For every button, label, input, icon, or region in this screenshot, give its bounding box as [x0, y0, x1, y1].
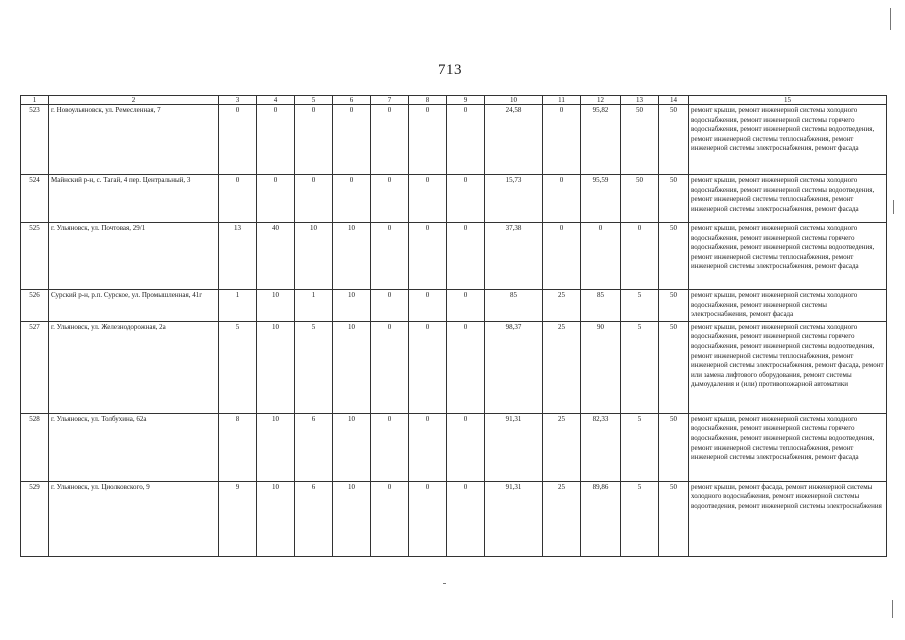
row-address: г. Ульяновск, ул. Железнодорожная, 2а — [49, 321, 219, 413]
column-header: 2 — [49, 96, 219, 105]
row-number: 529 — [21, 481, 49, 556]
column-number-row — [21, 96, 887, 105]
cell-col11: 25 — [543, 290, 581, 322]
row-number: 528 — [21, 413, 49, 481]
repair-register-table — [20, 95, 887, 557]
cell-col7: 0 — [371, 481, 409, 556]
cell-col11: 0 — [543, 105, 581, 175]
cell-col9: 0 — [447, 175, 485, 223]
table-row — [21, 290, 887, 322]
cell-col11: 25 — [543, 321, 581, 413]
column-header: 9 — [447, 96, 485, 105]
row-address: Майнский р-н, с. Тагай, 4 пер. Центральный, 3 — [49, 175, 219, 223]
cell-col12: 85 — [581, 290, 621, 322]
column-header: 1 — [21, 96, 49, 105]
scan-mark — [890, 8, 891, 30]
cell-col3: 1 — [219, 290, 257, 322]
cell-col4: 10 — [257, 290, 295, 322]
cell-col5: 6 — [295, 413, 333, 481]
cell-col8: 0 — [409, 321, 447, 413]
column-header: 10 — [485, 96, 543, 105]
cell-col12: 0 — [581, 223, 621, 290]
cell-col14: 50 — [659, 321, 689, 413]
cell-col5: 5 — [295, 321, 333, 413]
cell-col4: 10 — [257, 321, 295, 413]
cell-col9: 0 — [447, 105, 485, 175]
cell-col5: 10 — [295, 223, 333, 290]
cell-col5: 0 — [295, 175, 333, 223]
cell-col3: 5 — [219, 321, 257, 413]
row-number: 527 — [21, 321, 49, 413]
cell-col13: 5 — [621, 290, 659, 322]
cell-col14: 50 — [659, 105, 689, 175]
cell-col3: 9 — [219, 481, 257, 556]
cell-col4: 10 — [257, 413, 295, 481]
cell-col10: 98,37 — [485, 321, 543, 413]
cell-col14: 50 — [659, 413, 689, 481]
cell-col14: 50 — [659, 223, 689, 290]
cell-col5: 0 — [295, 105, 333, 175]
row-works: ремонт крыши, ремонт инженерной системы холодного водоснабжения, ремонт инженерной системы горячего водоснабжения, ремонт инженерной системы водоотведения, ремонт инженерной системы теплоснабжения, ремонт инженерной системы электроснабжения, ремонт фасада — [689, 223, 887, 290]
row-address: г. Ульяновск, ул. Циолковского, 9 — [49, 481, 219, 556]
cell-col10: 15,73 — [485, 175, 543, 223]
cell-col7: 0 — [371, 290, 409, 322]
cell-col6: 10 — [333, 290, 371, 322]
row-number: 523 — [21, 105, 49, 175]
cell-col13: 50 — [621, 175, 659, 223]
scan-mark — [443, 583, 446, 584]
column-header: 4 — [257, 96, 295, 105]
column-header: 14 — [659, 96, 689, 105]
table-row — [21, 321, 887, 413]
cell-col14: 50 — [659, 290, 689, 322]
column-header: 8 — [409, 96, 447, 105]
cell-col11: 25 — [543, 481, 581, 556]
table-row — [21, 413, 887, 481]
cell-col6: 0 — [333, 175, 371, 223]
cell-col11: 0 — [543, 223, 581, 290]
cell-col6: 10 — [333, 481, 371, 556]
cell-col9: 0 — [447, 413, 485, 481]
cell-col12: 95,82 — [581, 105, 621, 175]
cell-col6: 10 — [333, 321, 371, 413]
cell-col14: 50 — [659, 481, 689, 556]
cell-col14: 50 — [659, 175, 689, 223]
cell-col4: 40 — [257, 223, 295, 290]
cell-col3: 8 — [219, 413, 257, 481]
row-number: 526 — [21, 290, 49, 322]
cell-col7: 0 — [371, 105, 409, 175]
column-header: 7 — [371, 96, 409, 105]
cell-col12: 95,59 — [581, 175, 621, 223]
cell-col13: 5 — [621, 481, 659, 556]
cell-col3: 0 — [219, 175, 257, 223]
cell-col12: 82,33 — [581, 413, 621, 481]
column-header: 6 — [333, 96, 371, 105]
cell-col10: 24,58 — [485, 105, 543, 175]
cell-col6: 10 — [333, 413, 371, 481]
row-number: 525 — [21, 223, 49, 290]
cell-col10: 91,31 — [485, 413, 543, 481]
page-number: 713 — [438, 62, 462, 78]
cell-col11: 25 — [543, 413, 581, 481]
cell-col7: 0 — [371, 175, 409, 223]
row-works: ремонт крыши, ремонт инженерной системы холодного водоснабжения, ремонт инженерной системы горячего водоснабжения, ремонт инженерной системы водоотведения, ремонт инженерной системы теплоснабжения, ремонт инженерной системы электроснабжения, ремонт фасада, ремонт или замена лифтового оборудования, ремонт системы дымоудаления и (или) противопожарной автоматики — [689, 321, 887, 413]
cell-col13: 5 — [621, 321, 659, 413]
row-works: ремонт крыши, ремонт инженерной системы холодного водоснабжения, ремонт инженерной системы горячего водоснабжения, ремонт инженерной системы водоотведения, ремонт инженерной системы теплоснабжения, ремонт инженерной системы электроснабжения, ремонт фасада — [689, 413, 887, 481]
cell-col5: 1 — [295, 290, 333, 322]
cell-col12: 89,86 — [581, 481, 621, 556]
column-header: 5 — [295, 96, 333, 105]
cell-col6: 0 — [333, 105, 371, 175]
row-address: г. Ульяновск, ул. Толбухина, 62а — [49, 413, 219, 481]
table-row — [21, 175, 887, 223]
cell-col7: 0 — [371, 413, 409, 481]
cell-col6: 10 — [333, 223, 371, 290]
cell-col8: 0 — [409, 481, 447, 556]
cell-col12: 90 — [581, 321, 621, 413]
row-works: ремонт крыши, ремонт фасада, ремонт инженерной системы холодного водоснабжения, ремонт инженерной системы водоотведения, ремонт инженерной системы электроснабжения — [689, 481, 887, 556]
table-row — [21, 223, 887, 290]
table-row — [21, 105, 887, 175]
cell-col13: 0 — [621, 223, 659, 290]
cell-col10: 37,38 — [485, 223, 543, 290]
row-works: ремонт крыши, ремонт инженерной системы холодного водоснабжения, ремонт инженерной системы электроснабжения, ремонт фасада — [689, 290, 887, 322]
cell-col4: 0 — [257, 105, 295, 175]
cell-col5: 6 — [295, 481, 333, 556]
cell-col8: 0 — [409, 105, 447, 175]
cell-col3: 0 — [219, 105, 257, 175]
cell-col10: 85 — [485, 290, 543, 322]
cell-col4: 0 — [257, 175, 295, 223]
cell-col9: 0 — [447, 321, 485, 413]
cell-col7: 0 — [371, 223, 409, 290]
cell-col8: 0 — [409, 413, 447, 481]
row-address: г. Новоульяновск, ул. Ремесленная, 7 — [49, 105, 219, 175]
table-row — [21, 481, 887, 556]
cell-col9: 0 — [447, 481, 485, 556]
cell-col3: 13 — [219, 223, 257, 290]
row-address: г. Ульяновск, ул. Почтовая, 29/1 — [49, 223, 219, 290]
cell-col9: 0 — [447, 290, 485, 322]
cell-col8: 0 — [409, 175, 447, 223]
row-number: 524 — [21, 175, 49, 223]
row-works: ремонт крыши, ремонт инженерной системы холодного водоснабжения, ремонт инженерной системы водоотведения, ремонт инженерной системы теплоснабжения, ремонт инженерной системы электроснабжения, ремонт фасада — [689, 175, 887, 223]
scan-mark — [893, 200, 894, 214]
column-header: 3 — [219, 96, 257, 105]
scan-mark — [892, 600, 893, 618]
cell-col13: 50 — [621, 105, 659, 175]
cell-col8: 0 — [409, 290, 447, 322]
cell-col13: 5 — [621, 413, 659, 481]
cell-col9: 0 — [447, 223, 485, 290]
column-header: 13 — [621, 96, 659, 105]
column-header: 15 — [689, 96, 887, 105]
cell-col8: 0 — [409, 223, 447, 290]
cell-col11: 0 — [543, 175, 581, 223]
row-works: ремонт крыши, ремонт инженерной системы холодного водоснабжения, ремонт инженерной системы горячего водоснабжения, ремонт инженерной системы водоотведения, ремонт инженерной системы теплоснабжения, ремонт инженерной системы электроснабжения, ремонт фасада — [689, 105, 887, 175]
cell-col10: 91,31 — [485, 481, 543, 556]
row-address: Сурский р-н, р.п. Сурское, ул. Промышленная, 41г — [49, 290, 219, 322]
column-header: 12 — [581, 96, 621, 105]
cell-col4: 10 — [257, 481, 295, 556]
column-header: 11 — [543, 96, 581, 105]
cell-col7: 0 — [371, 321, 409, 413]
